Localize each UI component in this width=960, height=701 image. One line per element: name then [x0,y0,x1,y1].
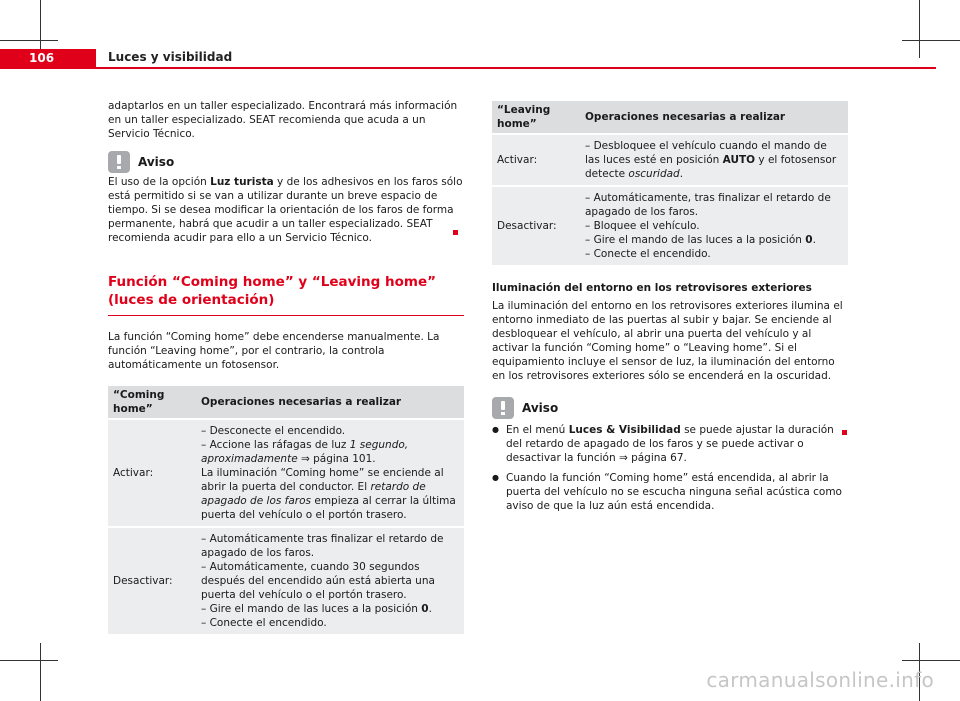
header-rule [96,67,936,69]
row-content: – Automáticamente tras finalizar el retardo de apagado de los faros. – Automáticamente, cuando 30 segundos después del encendido aún está abierta una puerta del vehículo o el portón trasero. – Gire el mando de las luces a la posición 0. – Conecte el encendido. [196,528,464,634]
coming-home-table [108,384,464,636]
aviso-heading [492,397,848,419]
aviso-text: El uso de la opción Luz turista y de los adhesivos en los faros sólo está permitido si se van a utilizar durante un breve espacio de tiempo. Si se desea modificar la orientación de los faros de forma permanente, habrá que acudir a un taller especializado. SEAT recomienda acudir para ello a un Servicio Técnico. [108,176,463,244]
table-row [108,420,464,526]
exclamation-icon [108,151,130,173]
row-content: – Desbloquee el vehículo cuando el mando de las luces esté en posición AUTO y el fotosensor detecte oscuridad. [580,135,848,185]
left-column [108,99,464,636]
subsection-title: Iluminación del entorno en los retrovisores exteriores [492,282,812,294]
row-label: Desactivar: [492,187,580,265]
crop-mark [0,660,58,661]
leaving-home-table [492,99,848,267]
table-header: Operaciones necesarias a realizar [196,386,464,418]
table-header: Operaciones necesarias a realizar [580,101,848,133]
section-title: Función “Coming home” y “Leaving home” (luces de orientación) [108,274,437,308]
table-row [492,135,848,185]
aviso-title: Aviso [138,155,175,169]
crop-mark [919,0,920,58]
section-end-marker [842,430,847,435]
row-content: – Automáticamente, tras finalizar el retardo de apagado de los faros. – Bloquee el vehículo. – Gire el mando de las luces a la posición 0. – Conecte el encendido. [580,187,848,265]
exclamation-icon [492,397,514,419]
intro-paragraph: adaptarlos en un taller especializado. Encontrará más información en un taller especializado. SEAT recomienda que acuda a un Servicio Técnico. [108,100,458,140]
list-item: ● En el menú Luces & Visibilidad se puede ajustar la duración del retardo de apagado de los faros y se puede activar o desactivar la función ⇒ página 67. [492,424,834,464]
row-content: – Desconecte el encendido. – Accione las ráfagas de luz 1 segundo, aproximadamente ⇒ página 101. La iluminación “Coming home” se enciende al abrir la puerta del conductor. El retardo de apagado de los faros empieza al cerrar la última puerta del vehículo o el portón trasero. [196,420,464,526]
row-label: Activar: [108,420,196,526]
section-body: La función “Coming home” debe encenderse manualmente. La función “Leaving home”, por el contrario, la controla automáticamente un fotosensor. [108,331,440,371]
crop-mark [902,40,960,41]
right-column [492,99,848,513]
table-row [108,528,464,634]
section-end-marker [453,230,458,235]
page-title: Luces y visibilidad [108,50,233,64]
subsection-body: La iluminación del entorno en los retrovisores exteriores ilumina el entorno inmediato de las puertas al subir y bajar. Se enciende al desbloquear el vehículo, al abrir una puerta del vehículo y al activar la función “Coming home” o “Leaving home”. Si el equipamiento incluye el sensor de luz, la iluminación del entorno en los retrovisores exteriores sólo se encenderá en la oscuridad. [492,300,843,382]
page-ref-link[interactable]: ⇒ página 101. [297,453,376,465]
bullet: ● [492,473,499,482]
table-row [492,187,848,265]
section-rule [108,315,464,316]
row-label: Activar: [492,135,580,185]
bullet: ● [492,425,499,434]
table-header: “Coming home” [108,386,196,418]
menu-term: Luces & Visibilidad [568,424,681,436]
aviso-title: Aviso [522,401,559,415]
crop-mark [902,660,960,661]
crop-mark [40,643,41,701]
aviso-heading [108,151,464,173]
row-label: Desactivar: [108,528,196,634]
page-number: 106 [29,51,55,65]
table-header: “Leaving home” [492,101,580,133]
list-item: ● Cuando la función “Coming home” está encendida, al abrir la puerta del vehículo no se escucha ninguna señal acústica como aviso de que la luz aún está encendida. [492,472,842,512]
luz-turista-term: Luz turista [210,176,274,188]
watermark: carmanualsonline.info [706,668,934,692]
crop-mark [0,40,58,41]
